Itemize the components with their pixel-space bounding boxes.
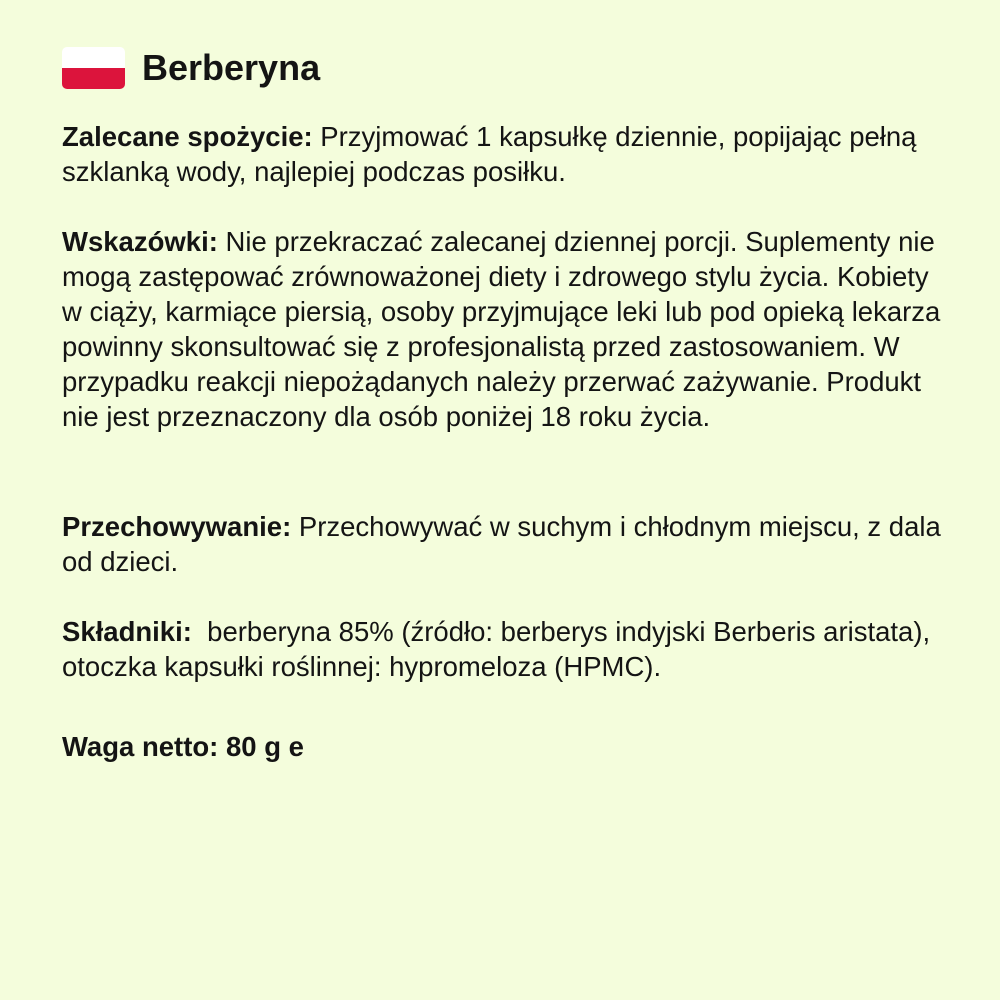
header [62, 44, 320, 92]
page-title: Berberyna [142, 47, 321, 88]
flag-white-stripe [62, 47, 125, 68]
ingredients-section [62, 614, 942, 684]
dosage-text: Przyjmować 1 kapsułkę dziennie, popijając pełną szklanką wody, najlepiej podczas posiłku. [62, 121, 925, 187]
warnings-label: Wskazówki: [62, 226, 218, 257]
ingredients-label: Składniki: [62, 616, 192, 647]
net-weight: Waga netto: 80 g e [62, 731, 304, 762]
storage-label: Przechowywanie: [62, 511, 292, 542]
storage-text: Przechowywać w suchym i chłodnym miejscu, z dala od dzieci. [62, 511, 949, 577]
dosage-section [62, 119, 942, 189]
flag-red-stripe [62, 68, 125, 89]
storage-section [62, 509, 949, 579]
warnings-text: Nie przekraczać zalecanej dziennej porcji. Suplementy nie mogą zastępować zrównoważonej diety i zdrowego stylu życia. Kobiety w ciąży, karmiące piersią, osoby przyjmujące leki lub pod opieką lekarza powinny skonsultować się z profesjonalistą przed zastosowaniem. W przypadku reakcji niepożądanych należy przerwać zażywanie. Produkt nie jest przeznaczony dla osób poniżej 18 roku życia. [62, 226, 948, 432]
dosage-label: Zalecane spożycie: [62, 121, 313, 152]
warnings-section [62, 224, 948, 434]
ingredients-text: berberyna 85% (źródło: berberys indyjski Berberis aristata), otoczka kapsułki roślinnej: hypromeloza (HPMC). [62, 616, 938, 682]
poland-flag-icon [62, 47, 125, 89]
